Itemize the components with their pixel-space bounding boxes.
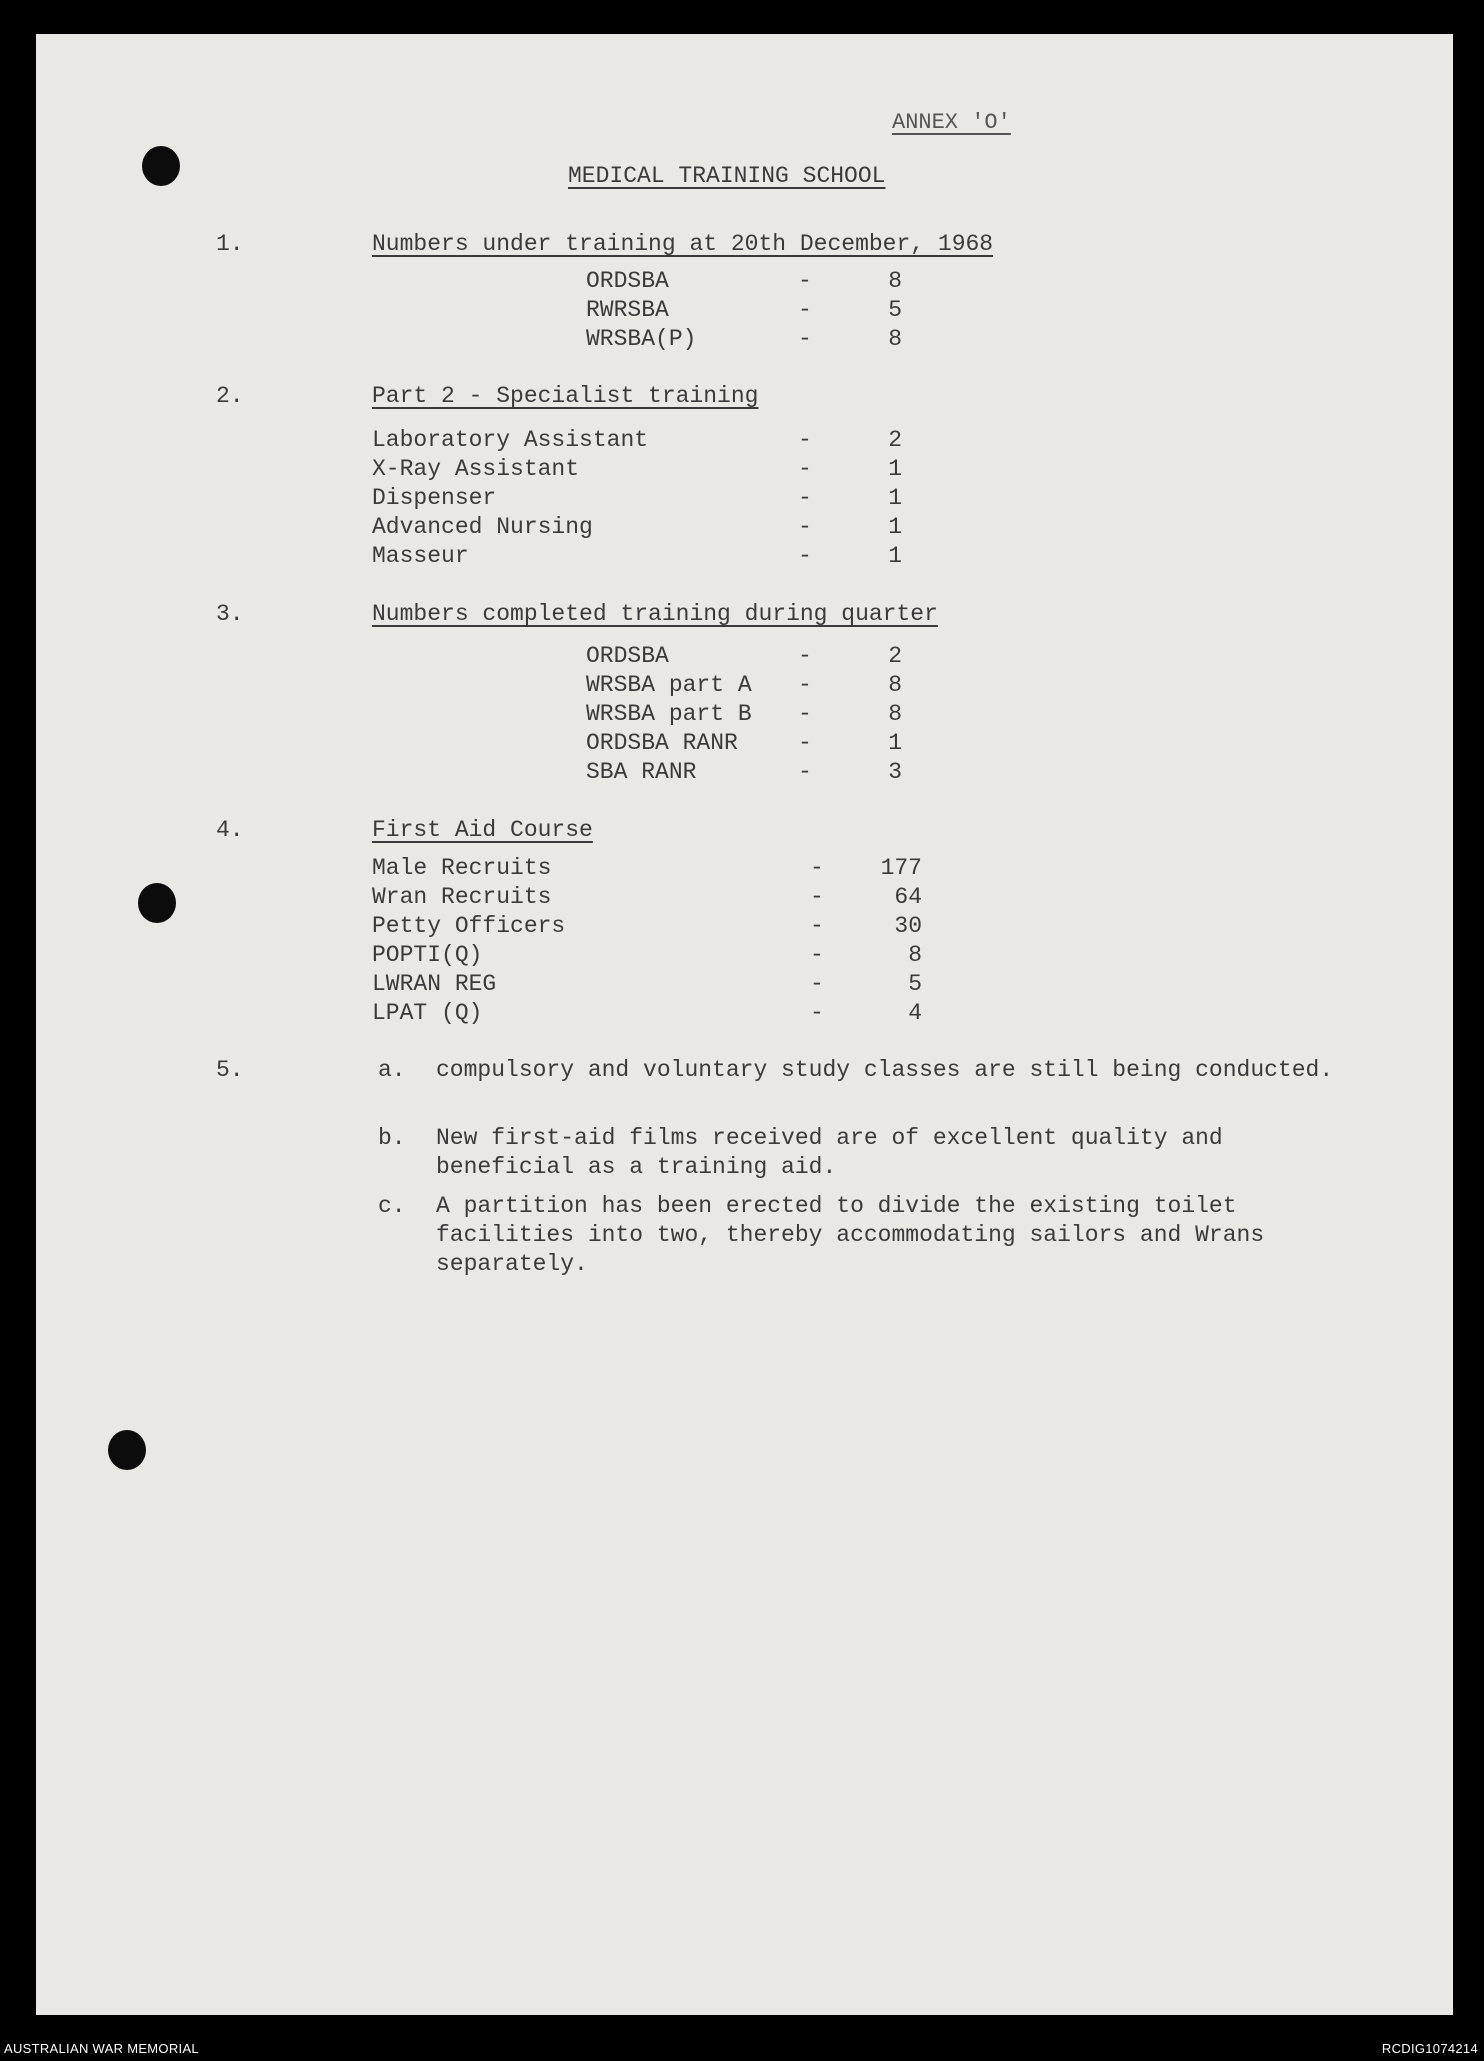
row-value: 30 <box>894 913 922 939</box>
row-dash: - <box>798 701 812 727</box>
punch-hole <box>138 883 176 923</box>
section-heading: Part 2 - Specialist training <box>372 383 759 409</box>
row-value: 1 <box>888 543 902 569</box>
row-dash: - <box>798 514 812 540</box>
item-label: c. <box>378 1193 406 1219</box>
row-value: 5 <box>888 297 902 323</box>
row-value: 8 <box>888 672 902 698</box>
row-label: Dispenser <box>372 485 497 511</box>
row-value: 4 <box>908 1000 922 1026</box>
row-value: 8 <box>908 942 922 968</box>
item-text: compulsory and voluntary study classes are still being conducted. <box>436 1057 1334 1083</box>
row-label: ORDSBA <box>586 268 669 294</box>
row-label: Advanced Nursing <box>372 514 593 540</box>
row-label: X-Ray Assistant <box>372 456 580 482</box>
row-dash: - <box>798 643 812 669</box>
row-dash: - <box>810 971 824 997</box>
row-label: RWRSBA <box>586 297 669 323</box>
item-label: b. <box>378 1125 406 1151</box>
row-value: 8 <box>888 701 902 727</box>
row-label: Laboratory Assistant <box>372 427 649 453</box>
row-dash: - <box>798 427 812 453</box>
row-dash: - <box>798 543 812 569</box>
item-text: A partition has been erected to divide the existing toilet facilities into two, thereby accommodating sailors and Wrans separately. <box>436 1193 1265 1277</box>
section-heading: Numbers completed training during quarter <box>372 601 938 627</box>
row-value: 1 <box>888 456 902 482</box>
row-dash: - <box>810 913 824 939</box>
punch-hole <box>108 1430 146 1470</box>
section-number: 3. <box>216 601 244 627</box>
footer-id: RCDIG1074214 <box>1381 2041 1478 2056</box>
row-value: 8 <box>888 268 902 294</box>
row-dash: - <box>798 326 812 352</box>
section-number: 2. <box>216 383 244 409</box>
page-title: MEDICAL TRAINING SCHOOL <box>568 163 886 189</box>
row-dash: - <box>810 942 824 968</box>
row-value: 177 <box>880 855 922 881</box>
row-label: WRSBA part A <box>586 672 752 698</box>
row-label: POPTI(Q) <box>372 942 483 968</box>
document-page <box>36 34 1453 2015</box>
row-label: WRSBA part B <box>586 701 752 727</box>
row-dash: - <box>798 485 812 511</box>
row-dash: - <box>798 268 812 294</box>
item-text: New first-aid films received are of excellent quality and beneficial as a training aid. <box>436 1125 1223 1180</box>
row-label: Male Recruits <box>372 855 552 881</box>
row-dash: - <box>810 884 824 910</box>
section-number: 5. <box>216 1057 244 1083</box>
row-label: SBA RANR <box>586 759 697 785</box>
section-heading: Numbers under training at 20th December, 1968 <box>372 231 994 257</box>
section-number: 1. <box>216 231 244 257</box>
annex-label: ANNEX 'O' <box>892 110 1011 135</box>
row-value: 2 <box>888 427 902 453</box>
item-label: a. <box>378 1057 406 1083</box>
row-dash: - <box>798 730 812 756</box>
row-label: Wran Recruits <box>372 884 552 910</box>
row-value: 3 <box>888 759 902 785</box>
punch-hole <box>142 146 180 186</box>
row-dash: - <box>798 456 812 482</box>
row-value: 1 <box>888 730 902 756</box>
row-dash: - <box>798 672 812 698</box>
section-heading: First Aid Course <box>372 817 593 843</box>
row-value: 1 <box>888 485 902 511</box>
row-value: 2 <box>888 643 902 669</box>
row-value: 8 <box>888 326 902 352</box>
row-dash: - <box>798 297 812 323</box>
row-dash: - <box>810 855 824 881</box>
row-value: 64 <box>894 884 922 910</box>
row-label: LPAT (Q) <box>372 1000 483 1026</box>
footer-source: AUSTRALIAN WAR MEMORIAL <box>4 2041 199 2056</box>
row-label: ORDSBA <box>586 643 669 669</box>
row-dash: - <box>798 759 812 785</box>
row-label: WRSBA(P) <box>586 326 697 352</box>
row-label: LWRAN REG <box>372 971 497 997</box>
row-value: 5 <box>908 971 922 997</box>
row-label: Masseur <box>372 543 469 569</box>
section-number: 4. <box>216 817 244 843</box>
row-label: Petty Officers <box>372 913 566 939</box>
row-value: 1 <box>888 514 902 540</box>
row-dash: - <box>810 1000 824 1026</box>
row-label: ORDSBA RANR <box>586 730 738 756</box>
